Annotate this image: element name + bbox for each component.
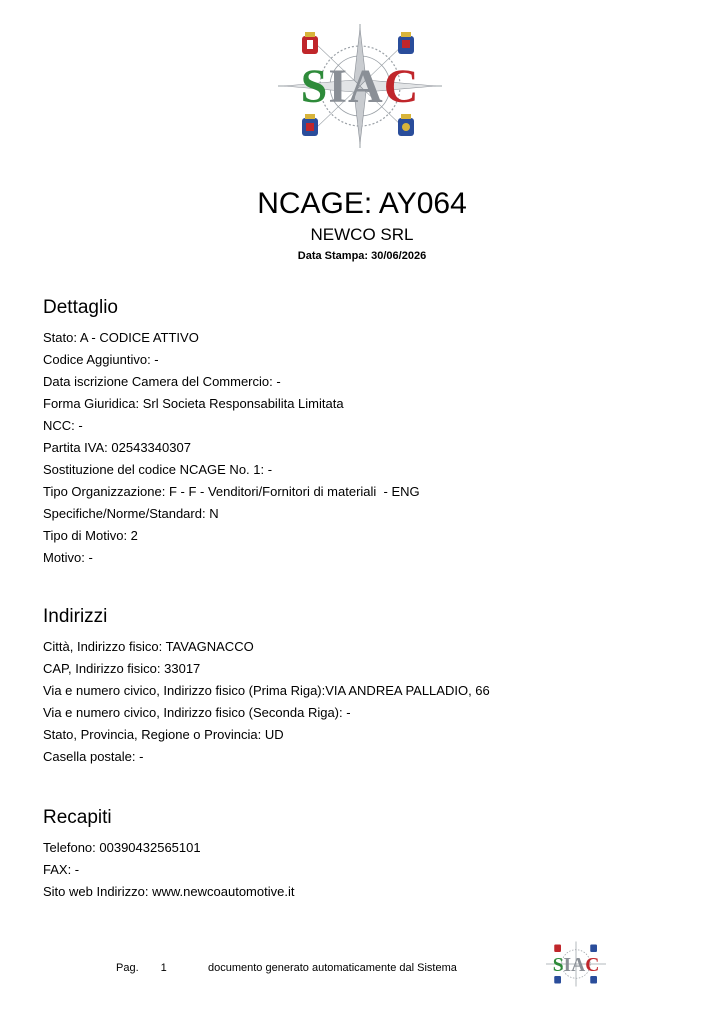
detail-row: Forma Giuridica: Srl Societa Responsabilita Limitata xyxy=(43,396,344,411)
emblem-bottom-left-icon xyxy=(554,976,561,984)
section-heading: Indirizzi xyxy=(43,606,108,627)
emblem-top-right-icon xyxy=(398,32,414,54)
address-row: Città, Indirizzo fisico: TAVAGNACCO xyxy=(43,639,254,654)
emblem-bottom-right-icon xyxy=(398,114,414,136)
section-indirizzi xyxy=(43,606,683,768)
section-heading: Dettaglio xyxy=(43,297,118,318)
detail-row: Data iscrizione Camera del Commercio: - xyxy=(43,374,281,389)
emblem-bottom-left-icon xyxy=(302,114,318,136)
contact-row: FAX: - xyxy=(43,862,80,877)
address-row: Via e numero civico, Indirizzo fisico (Seconda Riga): - xyxy=(43,705,351,720)
emblem-top-right-icon xyxy=(590,945,597,953)
page-number: 1 xyxy=(160,962,167,974)
siac-logo-small xyxy=(544,940,608,988)
detail-row: Motivo: - xyxy=(43,550,93,565)
detail-row: NCC: - xyxy=(43,418,83,433)
address-row: Casella postale: - xyxy=(43,749,144,764)
footer-note: documento generato automaticamente dal Sistema xyxy=(208,962,457,974)
siac-logo xyxy=(276,22,444,150)
detail-row: Tipo Organizzazione: F - F - Venditori/Fornitori di materiali - ENG xyxy=(43,484,420,499)
contact-row: Sito web Indirizzo: www.newcoautomotive.it xyxy=(43,884,295,899)
emblem-top-left-icon xyxy=(302,32,318,54)
address-row: CAP, Indirizzo fisico: 33017 xyxy=(43,661,201,676)
section-heading: Recapiti xyxy=(43,807,112,828)
emblem-bottom-right-icon xyxy=(590,976,597,984)
page-label: Pag. xyxy=(116,962,139,974)
detail-row: Partita IVA: 02543340307 xyxy=(43,440,191,455)
section-dettaglio xyxy=(43,297,683,569)
document-header xyxy=(0,186,724,263)
detail-row: Sostituzione del codice NCAGE No. 1: - xyxy=(43,462,273,477)
emblem-top-left-icon xyxy=(554,945,561,953)
svg-text:SIAC: SIAC xyxy=(552,954,600,976)
address-row: Via e numero civico, Indirizzo fisico (Prima Riga):VIA ANDREA PALLADIO, 66 xyxy=(43,683,490,698)
print-date: Data Stampa: 30/06/2026 xyxy=(297,250,427,262)
page-title: NCAGE: AY064 xyxy=(257,187,467,220)
contact-row: Telefono: 00390432565101 xyxy=(43,840,201,855)
detail-row: Stato: A - CODICE ATTIVO xyxy=(43,330,199,345)
page-indicator xyxy=(116,961,167,975)
logo-wordmark: SIAC xyxy=(300,60,420,113)
detail-row: Codice Aggiuntivo: - xyxy=(43,352,159,367)
company-name: NEWCO SRL xyxy=(310,225,414,244)
address-row: Stato, Provincia, Regione o Provincia: UD xyxy=(43,727,284,742)
detail-row: Tipo di Motivo: 2 xyxy=(43,528,138,543)
detail-row: Specifiche/Norme/Standard: N xyxy=(43,506,219,521)
section-recapiti xyxy=(43,807,683,903)
